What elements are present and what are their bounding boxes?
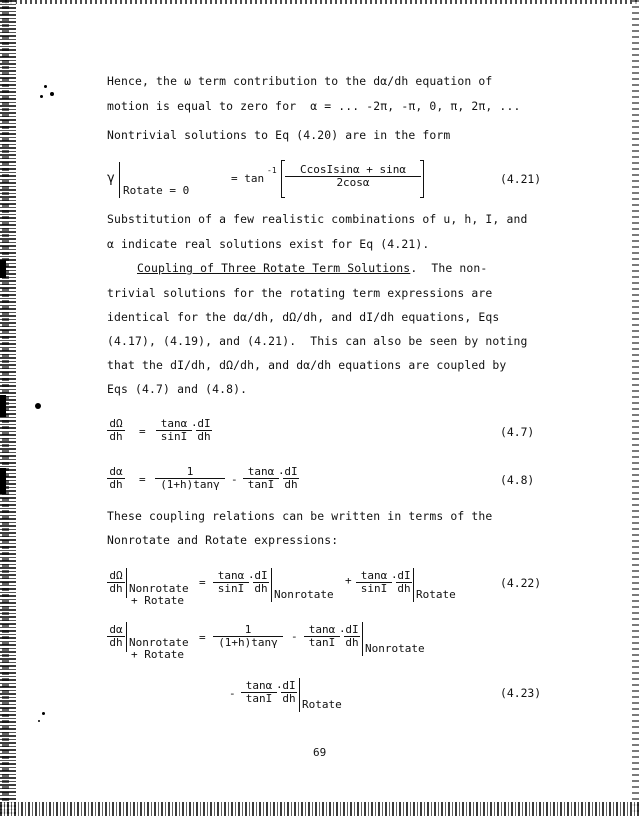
evaluation-bar [299, 678, 300, 712]
dot-operator: · [391, 571, 398, 584]
numerator: tanα [213, 570, 249, 583]
denominator: tanI [247, 478, 275, 491]
fraction [241, 680, 277, 705]
fraction [213, 624, 283, 649]
text-line: Eqs (4.7) and (4.8). [107, 382, 248, 396]
denominator: sinI [160, 430, 188, 443]
denominator: sinI [217, 582, 245, 595]
denominator: tanI [245, 692, 273, 705]
equals-sign: = [139, 425, 146, 438]
numerator: 1 [155, 466, 225, 479]
scan-mark [0, 468, 6, 494]
text-line: Nontrivial solutions to Eq (4.20) are in the form [107, 128, 451, 142]
numerator: dI [345, 623, 359, 636]
evaluation-bar [126, 568, 127, 598]
page-number: 69 [313, 746, 327, 759]
text-line: These coupling relations can be written in terms of the [107, 509, 493, 523]
section-heading-line [107, 261, 487, 275]
scan-speck [40, 95, 43, 98]
fraction [253, 570, 269, 595]
minus-sign: - [231, 473, 238, 486]
denominator: (1+h)tanγ [160, 478, 220, 491]
numerator: tanα [241, 680, 277, 693]
section-heading: Coupling of Three Rotate Term Solutions [137, 261, 411, 275]
denominator: (1+h)tanγ [218, 636, 278, 649]
subscript: Nonrotate [129, 582, 189, 595]
numerator: CcosIsinα + sinα [285, 164, 421, 177]
numerator: dα [107, 624, 125, 637]
denominator: dh [109, 636, 123, 649]
minus-sign: - [291, 630, 298, 643]
denominator: dh [109, 478, 123, 491]
subscript: Rotate [302, 698, 342, 711]
denominator: dh [197, 430, 211, 443]
scan-mark [0, 260, 6, 278]
scan-speck [38, 720, 40, 722]
numerator: dI [397, 569, 411, 582]
denominator: dh [397, 582, 411, 595]
fraction [283, 466, 299, 491]
inverse-exponent: -1 [267, 166, 277, 175]
fraction [156, 418, 192, 443]
scan-edge-right [632, 0, 639, 816]
equation-label: (4.8) [500, 473, 535, 487]
equation-label: (4.7) [500, 425, 535, 439]
minus-sign: - [229, 687, 236, 700]
text-line: identical for the dα/dh, dΩ/dh, and dI/dh equations, Eqs [107, 310, 500, 324]
text-line: that the dI/dh, dΩ/dh, and dα/dh equations are coupled by [107, 358, 507, 372]
text-fragment: . The non- [410, 261, 488, 275]
fraction [356, 570, 392, 595]
numerator: dI [197, 417, 211, 430]
numerator: tanα [304, 624, 340, 637]
subscript: + Rotate [131, 648, 184, 661]
evaluation-bar [271, 568, 272, 602]
dot-operator: · [278, 467, 285, 480]
scan-speck [44, 85, 47, 88]
denominator: dh [109, 582, 123, 595]
subscript: Nonrotate [274, 588, 334, 601]
denominator: sinI [360, 582, 388, 595]
denominator: dh [282, 692, 296, 705]
text-line: trivial solutions for the rotating term expressions are [107, 286, 493, 300]
text-line: α indicate real solutions exist for Eq (4.21). [107, 237, 430, 251]
equation-label: (4.23) [500, 686, 542, 700]
denominator: tanI [308, 636, 336, 649]
subscript: Nonrotate [129, 636, 189, 649]
dot-operator: · [276, 681, 283, 694]
plus-sign: + [345, 574, 352, 587]
scan-edge-top [0, 0, 639, 4]
fraction [107, 570, 125, 595]
text-line: Hence, the ω term contribution to the dα/dh equation of [107, 74, 493, 88]
fraction [107, 624, 125, 649]
equation-label: (4.22) [500, 576, 542, 590]
fraction [196, 418, 212, 443]
evaluation-bar [413, 568, 414, 602]
numerator: dΩ [107, 570, 125, 583]
equals-tan: = tan [231, 172, 265, 185]
denominator: 2cosα [336, 176, 370, 189]
fraction [396, 570, 412, 595]
equation-label: (4.21) [500, 172, 542, 186]
scan-mark [0, 395, 6, 417]
fraction [304, 624, 340, 649]
subscript: Nonrotate [365, 642, 425, 655]
equals-sign: = [139, 473, 146, 486]
fraction [107, 418, 125, 443]
scan-edge-bottom [0, 802, 639, 816]
evaluation-bar [362, 622, 363, 656]
denominator: dh [345, 636, 359, 649]
subscript: + Rotate [131, 594, 184, 607]
fraction [285, 164, 421, 189]
fraction [213, 570, 249, 595]
numerator: tanα [356, 570, 392, 583]
scan-speck [35, 403, 41, 409]
evaluation-bar [126, 622, 127, 652]
equals-sign: = [199, 631, 206, 644]
evaluation-bar [119, 162, 120, 198]
denominator: dh [284, 478, 298, 491]
fraction [281, 680, 297, 705]
numerator: tanα [156, 418, 192, 431]
numerator: dI [284, 465, 298, 478]
numerator: dI [254, 569, 268, 582]
fraction [243, 466, 279, 491]
numerator: tanα [243, 466, 279, 479]
equals-sign: = [199, 576, 206, 589]
text-line: Substitution of a few realistic combinations of u, h, I, and [107, 212, 528, 226]
dot-operator: · [339, 625, 346, 638]
text-line: (4.17), (4.19), and (4.21). This can also be seen by noting [107, 334, 528, 348]
scan-speck [42, 712, 45, 715]
subscript-rotate: Rotate = 0 [123, 184, 190, 197]
denominator: dh [109, 430, 123, 443]
fraction [107, 466, 125, 491]
right-bracket [420, 160, 424, 198]
numerator: 1 [213, 624, 283, 637]
dot-operator: · [191, 419, 198, 432]
dot-operator: · [248, 571, 255, 584]
numerator: dα [107, 466, 125, 479]
denominator: dh [254, 582, 268, 595]
numerator: dΩ [107, 418, 125, 431]
text-line: motion is equal to zero for α = ... -2π, -π, 0, π, 2π, ... [107, 99, 521, 113]
numerator: dI [282, 679, 296, 692]
text-line: Nonrotate and Rotate expressions: [107, 533, 339, 547]
subscript: Rotate [416, 588, 456, 601]
scan-speck [50, 92, 54, 96]
fraction [344, 624, 360, 649]
gamma-symbol: γ [107, 171, 115, 186]
fraction [155, 466, 225, 491]
